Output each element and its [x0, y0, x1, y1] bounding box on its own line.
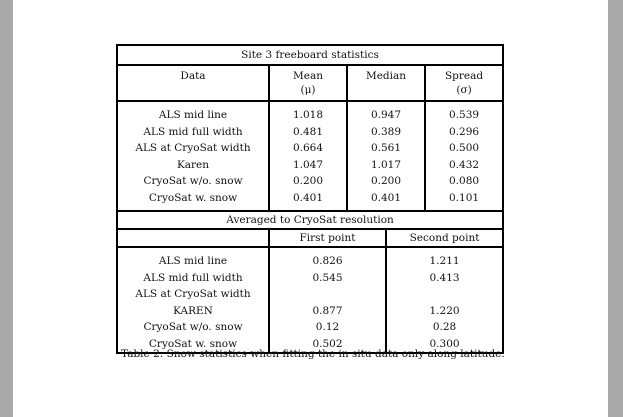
table-caption: Table 2: Snow statistics when fitting the in situ data only along latitude.	[121, 348, 505, 360]
header-spread-label: Spread	[444, 70, 484, 82]
mean-value: 1.018	[269, 107, 347, 124]
table-row	[117, 157, 503, 174]
median-value: 0.401	[347, 190, 425, 207]
freeboard-statistics-table	[116, 44, 504, 354]
header-data	[117, 65, 269, 101]
averaged-title-row	[117, 211, 503, 229]
first-point-value: 0.545	[269, 270, 386, 287]
table-row	[117, 190, 503, 207]
averaged-header-second: Second point	[386, 229, 503, 247]
table-row	[117, 140, 503, 157]
second-point-value: 1.211	[386, 253, 503, 270]
second-point-value: 1.220	[386, 303, 503, 320]
mean-value: 0.200	[269, 173, 347, 190]
table-row	[117, 124, 503, 141]
header-median	[347, 65, 425, 101]
row-label: ALS mid full width	[117, 270, 269, 287]
table-title: Site 3 freeboard statistics	[117, 45, 503, 65]
table-row	[117, 270, 503, 287]
first-point-value	[269, 286, 386, 303]
mean-value: 0.481	[269, 124, 347, 141]
first-point-value: 0.826	[269, 253, 386, 270]
header-median-label: Median	[365, 70, 407, 82]
header-mean-symbol: (μ)	[300, 84, 316, 96]
second-point-value: 0.28	[386, 319, 503, 336]
row-label: CryoSat w. snow	[117, 336, 269, 354]
table-row	[117, 319, 503, 336]
row-label: ALS mid full width	[117, 124, 269, 141]
table-row	[117, 173, 503, 190]
first-point-value: 0.877	[269, 303, 386, 320]
row-label: ALS mid line	[117, 107, 269, 124]
median-value: 0.389	[347, 124, 425, 141]
mean-value: 0.664	[269, 140, 347, 157]
table-row	[117, 107, 503, 124]
viewer-left-margin	[0, 0, 13, 417]
spread-value: 0.101	[425, 190, 503, 207]
median-value: 0.200	[347, 173, 425, 190]
header-data-label: Data	[180, 70, 206, 82]
median-value: 0.561	[347, 140, 425, 157]
row-label: ALS at CryoSat width	[117, 140, 269, 157]
row-label: CryoSat w/o. snow	[117, 173, 269, 190]
first-point-value: 0.12	[269, 319, 386, 336]
row-label: ALS mid line	[117, 253, 269, 270]
averaged-section-title: Averaged to CryoSat resolution	[117, 211, 503, 229]
table-title-row	[117, 45, 503, 65]
table-header-row	[117, 65, 503, 101]
median-value: 1.017	[347, 157, 425, 174]
row-label: Karen	[117, 157, 269, 174]
header-spread	[425, 65, 503, 101]
spread-value: 0.500	[425, 140, 503, 157]
median-value: 0.947	[347, 107, 425, 124]
row-label: KAREN	[117, 303, 269, 320]
spread-value: 0.080	[425, 173, 503, 190]
averaged-header-row	[117, 229, 503, 247]
header-mean-label: Mean	[293, 70, 323, 82]
table-row	[117, 303, 503, 320]
header-spread-symbol: (σ)	[456, 84, 472, 96]
row-label: CryoSat w/o. snow	[117, 319, 269, 336]
table-row	[117, 286, 503, 303]
spread-value: 0.539	[425, 107, 503, 124]
second-point-value: 0.300	[386, 336, 503, 354]
viewer-right-margin	[608, 0, 623, 417]
averaged-header-data	[117, 229, 269, 247]
spread-value: 0.296	[425, 124, 503, 141]
row-label: CryoSat w. snow	[117, 190, 269, 207]
header-mean	[269, 65, 347, 101]
mean-value: 0.401	[269, 190, 347, 207]
spread-value: 0.432	[425, 157, 503, 174]
second-point-value	[386, 286, 503, 303]
row-label: ALS at CryoSat width	[117, 286, 269, 303]
second-point-value: 0.413	[386, 270, 503, 287]
first-point-value: 0.502	[269, 336, 386, 354]
document-page	[13, 0, 608, 417]
table-row	[117, 253, 503, 270]
mean-value: 1.047	[269, 157, 347, 174]
averaged-header-first: First point	[269, 229, 386, 247]
